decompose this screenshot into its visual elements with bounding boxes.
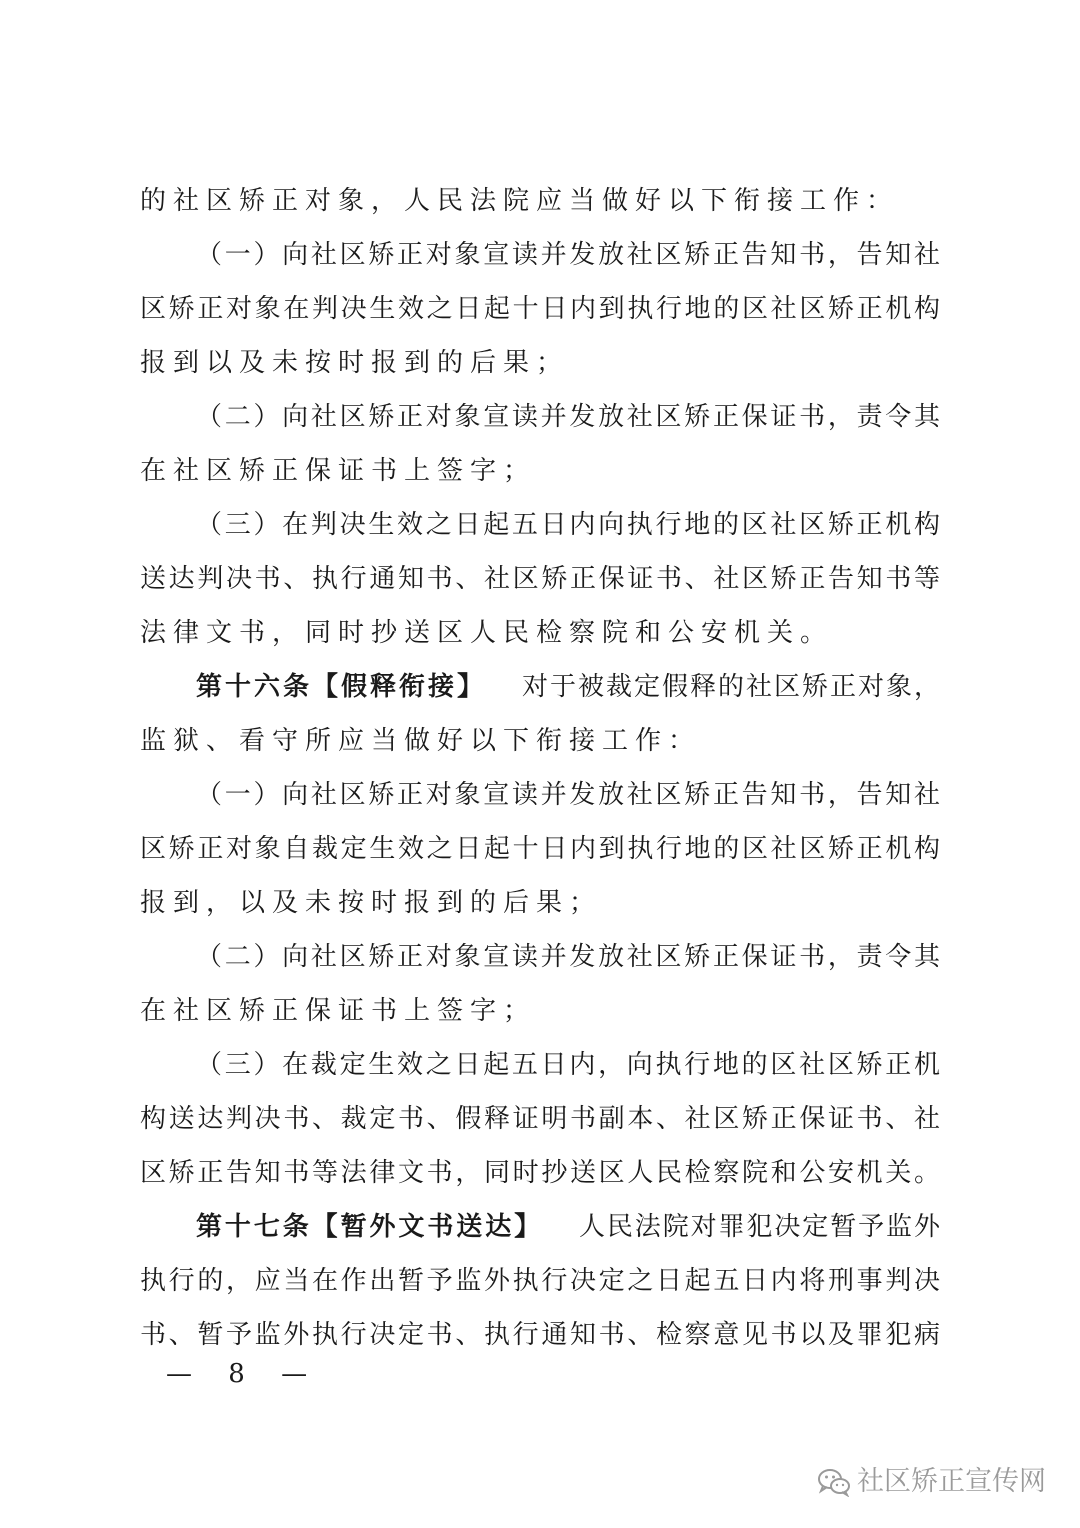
article-17-first-line <box>196 1200 940 1254</box>
text-line: 在社区矫正保证书上签字； <box>140 456 537 486</box>
text-line: 区矫正对象在判决生效之日起十日内到执行地的区社区矫正机构 <box>140 294 940 324</box>
text-line: 构送达判决书、裁定书、假释证明书副本、社区矫正保证书、社 <box>140 1104 940 1134</box>
text-line: 的社区矫正对象，人民法院应当做好以下衔接工作： <box>140 186 900 216</box>
text-line: 区矫正对象自裁定生效之日起十日内到执行地的区社区矫正机构 <box>140 834 940 864</box>
text-line: （一）向社区矫正对象宣读并发放社区矫正告知书，告知社 <box>196 780 940 810</box>
wechat-icon <box>817 1467 851 1497</box>
watermark <box>817 1460 1046 1504</box>
text-line: 监狱、看守所应当做好以下衔接工作： <box>140 726 702 756</box>
page-number: — 8 — <box>166 1359 322 1389</box>
text-line: 送达判决书、执行通知书、社区矫正保证书、社区矫正告知书等 <box>140 564 940 594</box>
article-17-title: 第十七条【暂外文书送达】 <box>196 1212 544 1242</box>
text-line: （二）向社区矫正对象宣读并发放社区矫正保证书，责令其 <box>196 942 940 972</box>
text-line: 报到，以及未按时报到的后果； <box>140 888 603 918</box>
text-line: 执行的，应当在作出暂予监外执行决定之日起五日内将刑事判决 <box>140 1266 940 1296</box>
text-line: （三）在判决生效之日起五日内向执行地的区社区矫正机构 <box>196 510 940 540</box>
text-line: 报到以及未按时报到的后果； <box>140 348 570 378</box>
text-line: 法律文书，同时抄送区人民检察院和公安机关。 <box>140 618 834 648</box>
article-16-first-line <box>196 660 940 714</box>
text-line: 区矫正告知书等法律文书，同时抄送区人民检察院和公安机关。 <box>140 1158 940 1188</box>
text-segment: 对于被裁定假释的社区矫正对象， <box>520 672 940 702</box>
text-line: （三）在裁定生效之日起五日内，向执行地的区社区矫正机 <box>196 1050 940 1080</box>
text-segment: 人民法院对罪犯决定暂予监外 <box>577 1212 940 1242</box>
text-line: 书、暂予监外执行决定书、执行通知书、检察意见书以及罪犯病 <box>140 1320 940 1350</box>
text-line: （一）向社区矫正对象宣读并发放社区矫正告知书，告知社 <box>196 240 940 270</box>
watermark-text: 社区矫正宣传网 <box>857 1466 1046 1497</box>
article-16-title: 第十六条【假释衔接】 <box>196 672 486 702</box>
text-line: 在社区矫正保证书上签字； <box>140 996 537 1026</box>
text-line: （二）向社区矫正对象宣读并发放社区矫正保证书，责令其 <box>196 402 940 432</box>
